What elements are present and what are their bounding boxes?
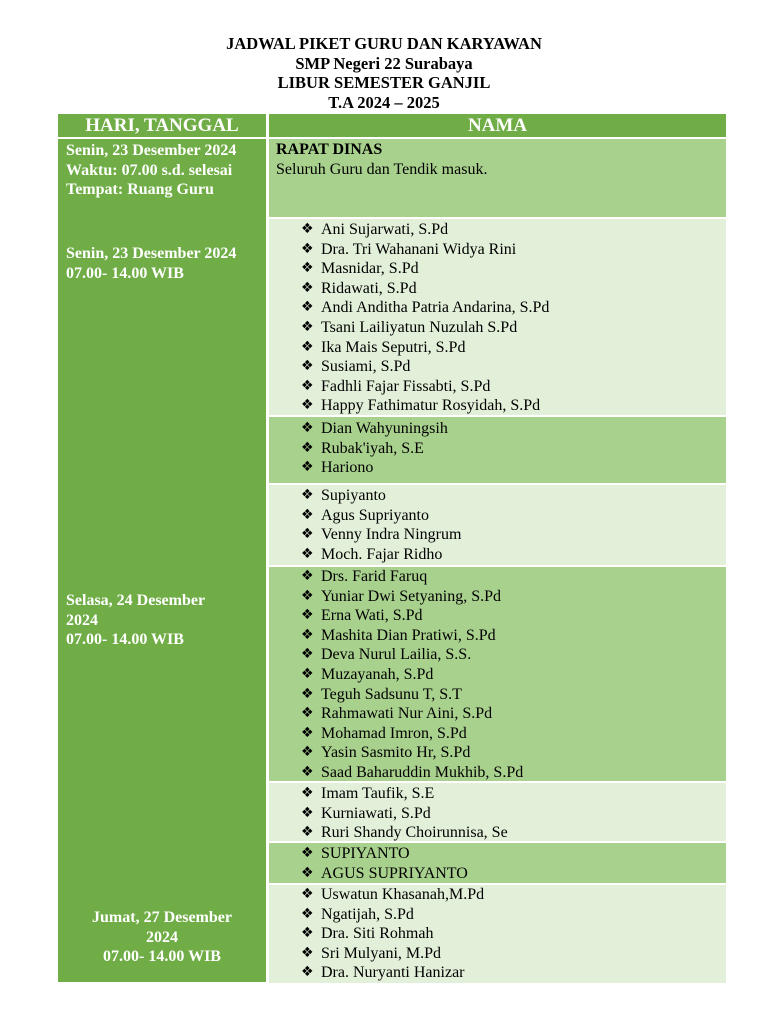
list-item (301, 645, 523, 665)
title-line-3: LIBUR SEMESTER GANJIL (277, 73, 491, 92)
name-group (269, 843, 726, 883)
diamond-bullet-icon: ❖ (301, 568, 314, 584)
day-label-line: 07.00- 14.00 WIB (103, 948, 221, 966)
diamond-bullet-icon: ❖ (301, 487, 314, 503)
person-name: AGUS SUPRIYANTO (321, 864, 468, 882)
person-name: Supiyanto (321, 487, 386, 504)
list-item (301, 665, 523, 685)
diamond-bullet-icon: ❖ (301, 260, 314, 277)
person-name: Drs. Farid Faruq (321, 568, 428, 585)
person-name: Ridawati, S.Pd (321, 279, 417, 297)
list-item (301, 525, 461, 545)
person-name: Agus Supriyanto (321, 506, 429, 524)
day-label-line: 07.00- 14.00 WIB (66, 631, 184, 649)
diamond-bullet-icon: ❖ (301, 377, 314, 394)
diamond-bullet-icon: ❖ (301, 763, 314, 780)
list-item (301, 823, 508, 843)
diamond-bullet-icon: ❖ (301, 626, 314, 643)
list-item (301, 844, 468, 864)
diamond-bullet-icon: ❖ (301, 420, 314, 436)
list-item (301, 298, 549, 318)
name-list (301, 784, 508, 843)
diamond-bullet-icon: ❖ (301, 279, 314, 296)
list-item (301, 567, 523, 587)
column-header-name: NAMA (269, 114, 726, 137)
day-cell-rapat (58, 141, 266, 200)
list-item (301, 357, 549, 377)
person-name: Sri Mulyani, M.Pd (321, 944, 442, 962)
list-item (301, 439, 448, 459)
rapat-description: Seluruh Guru dan Tendik masuk. (276, 161, 488, 178)
name-list (301, 567, 523, 783)
list-item (301, 905, 484, 925)
list-item (301, 784, 508, 804)
person-name: Mohamad Imron, S.Pd (321, 724, 467, 742)
day-column (58, 139, 266, 982)
person-name: Kurniawati, S.Pd (321, 804, 431, 822)
diamond-bullet-icon: ❖ (301, 299, 314, 316)
list-item (301, 864, 468, 884)
name-list (301, 885, 484, 983)
diamond-bullet-icon: ❖ (301, 240, 314, 257)
list-item (301, 626, 523, 646)
person-name: Rahmawati Nur Aini, S.Pd (321, 705, 493, 723)
diamond-bullet-icon: ❖ (301, 459, 314, 476)
diamond-bullet-icon: ❖ (301, 318, 314, 335)
title-line-4: T.A 2024 – 2025 (328, 92, 440, 112)
list-item (301, 318, 549, 338)
diamond-bullet-icon: ❖ (301, 744, 314, 761)
list-item (301, 506, 461, 526)
diamond-bullet-icon: ❖ (301, 646, 314, 663)
day-label-line: Jumat, 27 Desember (92, 909, 232, 926)
title-line-2: SMP Negeri 22 Surabaya (295, 53, 473, 73)
diamond-bullet-icon: ❖ (301, 804, 314, 821)
list-item (301, 458, 448, 478)
person-name: Yasin Sasmito Hr, S.Pd (321, 744, 471, 762)
title-line-1: JADWAL PIKET GURU DAN KARYAWAN (226, 34, 542, 53)
schedule-table (58, 114, 726, 983)
diamond-bullet-icon: ❖ (301, 685, 314, 702)
name-list (301, 419, 448, 478)
person-name: Dra. Siti Rohmah (321, 925, 434, 943)
diamond-bullet-icon: ❖ (301, 439, 314, 456)
day-label-line: Selasa, 24 Desember (66, 592, 206, 609)
list-item (301, 963, 484, 983)
diamond-bullet-icon: ❖ (301, 724, 314, 741)
list-item (301, 587, 523, 607)
list-item (301, 885, 484, 905)
list-item (301, 924, 484, 944)
day-label-line: 2024 (146, 928, 178, 946)
diamond-bullet-icon: ❖ (301, 587, 314, 604)
diamond-bullet-icon: ❖ (301, 607, 314, 624)
day-label-line: Senin, 23 Desember 2024 (66, 245, 237, 262)
day-label-line: 07.00- 14.00 WIB (66, 264, 184, 282)
person-name: Ika Mais Seputri, S.Pd (321, 338, 466, 356)
person-name: Dra. Tri Wahanani Widya Rini (321, 240, 517, 258)
diamond-bullet-icon: ❖ (301, 665, 314, 682)
diamond-bullet-icon: ❖ (301, 397, 314, 414)
person-name: Tsani Lailiyatun Nuzulah S.Pd (321, 318, 518, 336)
person-name: Yuniar Dwi Setyaning, S.Pd (321, 587, 501, 605)
person-name: Ruri Shandy Choirunnisa, Se (321, 824, 508, 842)
list-item (301, 606, 523, 626)
person-name: Rubak'iyah, S.E (321, 439, 424, 457)
day-cell-selasa (58, 591, 266, 650)
list-item (301, 240, 549, 260)
list-item (301, 259, 549, 279)
day-label-line: Senin, 23 Desember 2024 (66, 142, 237, 159)
diamond-bullet-icon: ❖ (301, 824, 314, 841)
person-name: Dra. Nuryanti Hanizar (321, 964, 465, 982)
list-item (301, 724, 523, 744)
diamond-bullet-icon: ❖ (301, 864, 314, 881)
person-name: Susiami, S.Pd (321, 358, 411, 376)
list-item (301, 377, 549, 397)
list-item (301, 763, 523, 783)
name-list (301, 844, 468, 883)
list-item (301, 545, 461, 565)
diamond-bullet-icon: ❖ (301, 221, 314, 237)
name-list (301, 220, 549, 416)
name-group (269, 219, 726, 415)
person-name: Erna Wati, S.Pd (321, 607, 423, 625)
rapat-cell (269, 139, 726, 217)
day-label-line: Tempat: Ruang Guru (66, 181, 214, 199)
diamond-bullet-icon: ❖ (301, 944, 314, 961)
person-name: Venny Indra Ningrum (321, 526, 462, 544)
day-cell-senin (58, 244, 266, 283)
person-name: Ngatijah, S.Pd (321, 905, 414, 923)
day-cell-jumat (58, 908, 266, 967)
person-name: Imam Taufik, S.E (321, 785, 435, 802)
person-name: Ani Sujarwati, S.Pd (321, 221, 449, 238)
person-name: Fadhli Fajar Fissabti, S.Pd (321, 377, 491, 395)
list-item (301, 685, 523, 705)
rapat-title: RAPAT DINAS (276, 141, 383, 158)
person-name: Dian Wahyuningsih (321, 420, 448, 437)
name-group (269, 417, 726, 483)
list-item (301, 220, 549, 240)
person-name: Muzayanah, S.Pd (321, 665, 434, 683)
list-item (301, 279, 549, 299)
diamond-bullet-icon: ❖ (301, 925, 314, 942)
person-name: Deva Nurul Lailia, S.S. (321, 646, 472, 664)
list-item (301, 944, 484, 964)
diamond-bullet-icon: ❖ (301, 526, 314, 543)
person-name: Happy Fathimatur Rosyidah, S.Pd (321, 397, 541, 415)
diamond-bullet-icon: ❖ (301, 964, 314, 981)
diamond-bullet-icon: ❖ (301, 545, 314, 562)
person-name: Saad Baharuddin Mukhib, S.Pd (321, 763, 524, 781)
diamond-bullet-icon: ❖ (301, 506, 314, 523)
person-name: Andi Anditha Patria Andarina, S.Pd (321, 299, 550, 317)
diamond-bullet-icon: ❖ (301, 905, 314, 922)
name-group (269, 567, 726, 781)
diamond-bullet-icon: ❖ (301, 886, 314, 902)
list-item (301, 704, 523, 724)
name-group (269, 485, 726, 565)
list-item (301, 396, 549, 416)
person-name: Uswatun Khasanah,M.Pd (321, 886, 485, 903)
day-label-line: Waktu: 07.00 s.d. selesai (66, 161, 233, 179)
document-header (0, 34, 768, 112)
column-header-day: HARI, TANGGAL (58, 114, 266, 137)
diamond-bullet-icon: ❖ (301, 338, 314, 355)
list-item (301, 419, 448, 439)
name-group (269, 885, 726, 983)
person-name: Moch. Fajar Ridho (321, 545, 443, 563)
diamond-bullet-icon: ❖ (301, 785, 314, 801)
day-label-line: 2024 (66, 611, 98, 629)
name-group (269, 783, 726, 841)
person-name: Masnidar, S.Pd (321, 260, 419, 278)
list-item (301, 743, 523, 763)
list-item (301, 338, 549, 358)
person-name: Teguh Sadsunu T, S.T (321, 685, 462, 703)
diamond-bullet-icon: ❖ (301, 358, 314, 375)
person-name: Hariono (321, 459, 374, 477)
diamond-bullet-icon: ❖ (301, 845, 314, 861)
list-item (301, 486, 461, 506)
diamond-bullet-icon: ❖ (301, 705, 314, 722)
person-name: Mashita Dian Pratiwi, S.Pd (321, 626, 496, 644)
list-item (301, 804, 508, 824)
person-name: SUPIYANTO (321, 845, 410, 862)
name-list (301, 486, 461, 564)
